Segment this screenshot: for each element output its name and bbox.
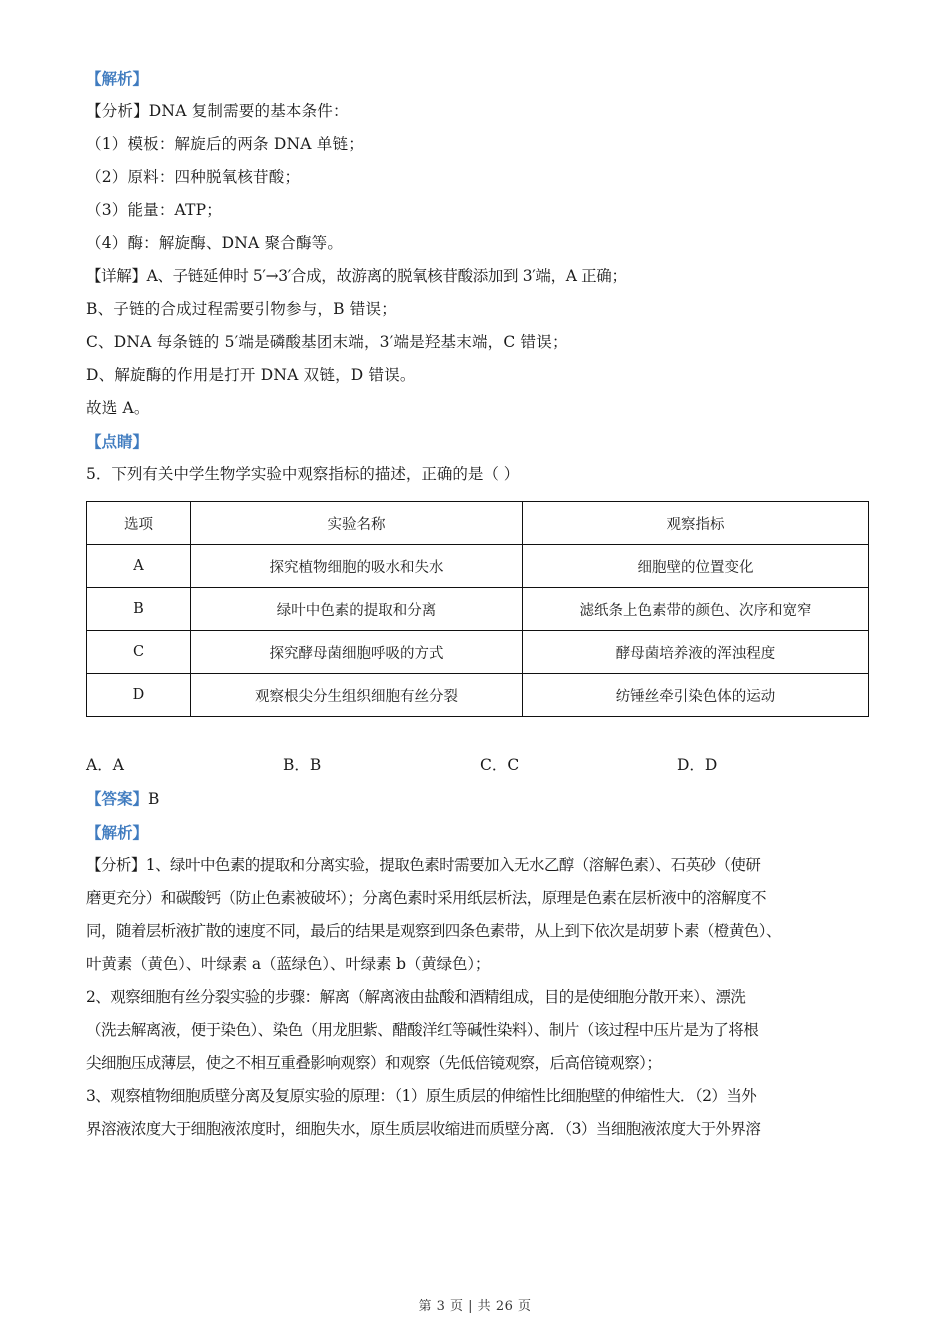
table-row [87,545,869,588]
table-cell-indicator: 细胞壁的位置变化 [523,545,869,588]
choice-d[interactable]: D．D [677,756,718,774]
table-row [87,588,869,631]
table-cell-experiment: 观察根尖分生组织细胞有丝分裂 [191,674,523,717]
analysis-line: 磨更充分）和碳酸钙（防止色素被破坏）；分离色素时采用纸层析法，原理是色素在层析液中的溶解度不 [86,889,766,907]
section-label-dianjing: 【点睛】 [86,432,149,451]
analysis-line: 同，随着层析液扩散的速度不同，最后的结果是观察到四条色素带，从上到下依次是胡萝卜素（橙黄色）、 [86,922,781,940]
table-row [87,674,869,717]
answer-row [86,782,868,816]
question5-stem-row [86,458,868,491]
table-cell-indicator: 纺锤丝牵引染色体的运动 [523,674,869,717]
question5-options-table [86,501,869,717]
question5-choices [86,749,868,782]
explanation-line: D、解旋酶的作用是打开 DNA 双链，D 错误。 [86,366,416,384]
choice-b[interactable]: B．B [283,756,322,774]
explanation-line: 【详解】A、子链延伸时 5′→3′合成，故游离的脱氧核苷酸添加到 3′端，A 正确； [86,267,627,285]
table-header-row [87,502,869,545]
question5-stem: 下列有关中学生物学实验中观察指标的描述，正确的是（ ） [111,465,520,483]
table-row [87,631,869,674]
page-footer: 第 3 页 | 共 26 页 [418,1299,532,1314]
analysis-line: 2、观察细胞有丝分裂实验的步骤：解离（解离液由盐酸和酒精组成，目的是使细胞分散开来）、漂洗 [86,988,746,1006]
explanation-line: 故选 A。 [86,399,150,417]
analysis-line: 尖细胞压成薄层，使之不相互重叠影响观察）和观察（先低倍镜观察，后高倍镜观察）； [86,1054,662,1072]
answer-value: B [148,790,160,808]
explanation-line: （2）原料：四种脱氧核苷酸； [86,168,301,186]
analysis-line: （洗去解离液，便于染色）、染色（用龙胆紫、醋酸洋红等碱性染料）、制片（该过程中压片是为了将根 [86,1021,759,1039]
explanation-line: C、DNA 每条链的 5′端是磷酸基团末端，3′端是羟基末端，C 错误； [86,333,568,351]
question5-number: 5． [86,465,112,483]
table-cell-option: B [87,588,191,631]
explanation-line: （1）模板：解旋后的两条 DNA 单链； [86,135,364,153]
table-cell-experiment: 绿叶中色素的提取和分离 [191,588,523,631]
explanation-line: B、子链的合成过程需要引物参与，B 错误； [86,300,397,318]
section-label-jiexi-q4: 【解析】 [86,69,149,88]
table-cell-experiment: 探究植物细胞的吸水和失水 [191,545,523,588]
table-cell-indicator: 酵母菌培养液的浑浊程度 [523,631,869,674]
choice-a[interactable]: A．A [86,756,124,774]
table-cell-option: D [87,674,191,717]
table-header-cell: 观察指标 [523,502,869,545]
explanation-line: （3）能量：ATP； [86,201,222,219]
section-label-jiexi-q5: 【解析】 [86,823,149,842]
table-header-cell: 实验名称 [191,502,523,545]
choice-c[interactable]: C．C [480,756,520,774]
analysis-line: 【分析】1、绿叶中色素的提取和分离实验，提取色素时需要加入无水乙醇（溶解色素）、石英砂（使研 [86,856,761,874]
table-cell-indicator: 滤纸条上色素带的颜色、次序和宽窄 [523,588,869,631]
analysis-line: 3、观察植物细胞质壁分离及复原实验的原理：（1）原生质层的伸缩性比细胞壁的伸缩性大．（2）当外 [86,1087,757,1105]
analysis-line: 叶黄素（黄色）、叶绿素 a（蓝绿色）、叶绿素 b（黄绿色）； [86,955,491,973]
explanation-line: 【分析】DNA 复制需要的基本条件： [86,102,349,120]
table-cell-option: A [87,545,191,588]
table-header-cell: 选项 [87,502,191,545]
answer-label: 【答案】 [86,789,149,808]
analysis-line: 界溶液浓度大于细胞液浓度时，细胞失水，原生质层收缩进而质壁分离．（3）当细胞液浓度大于外界溶 [86,1120,761,1138]
explanation-line: （4）酶：解旋酶、DNA 聚合酶等。 [86,234,344,252]
table-cell-experiment: 探究酵母菌细胞呼吸的方式 [191,631,523,674]
table-cell-option: C [87,631,191,674]
page-content [86,62,868,1146]
